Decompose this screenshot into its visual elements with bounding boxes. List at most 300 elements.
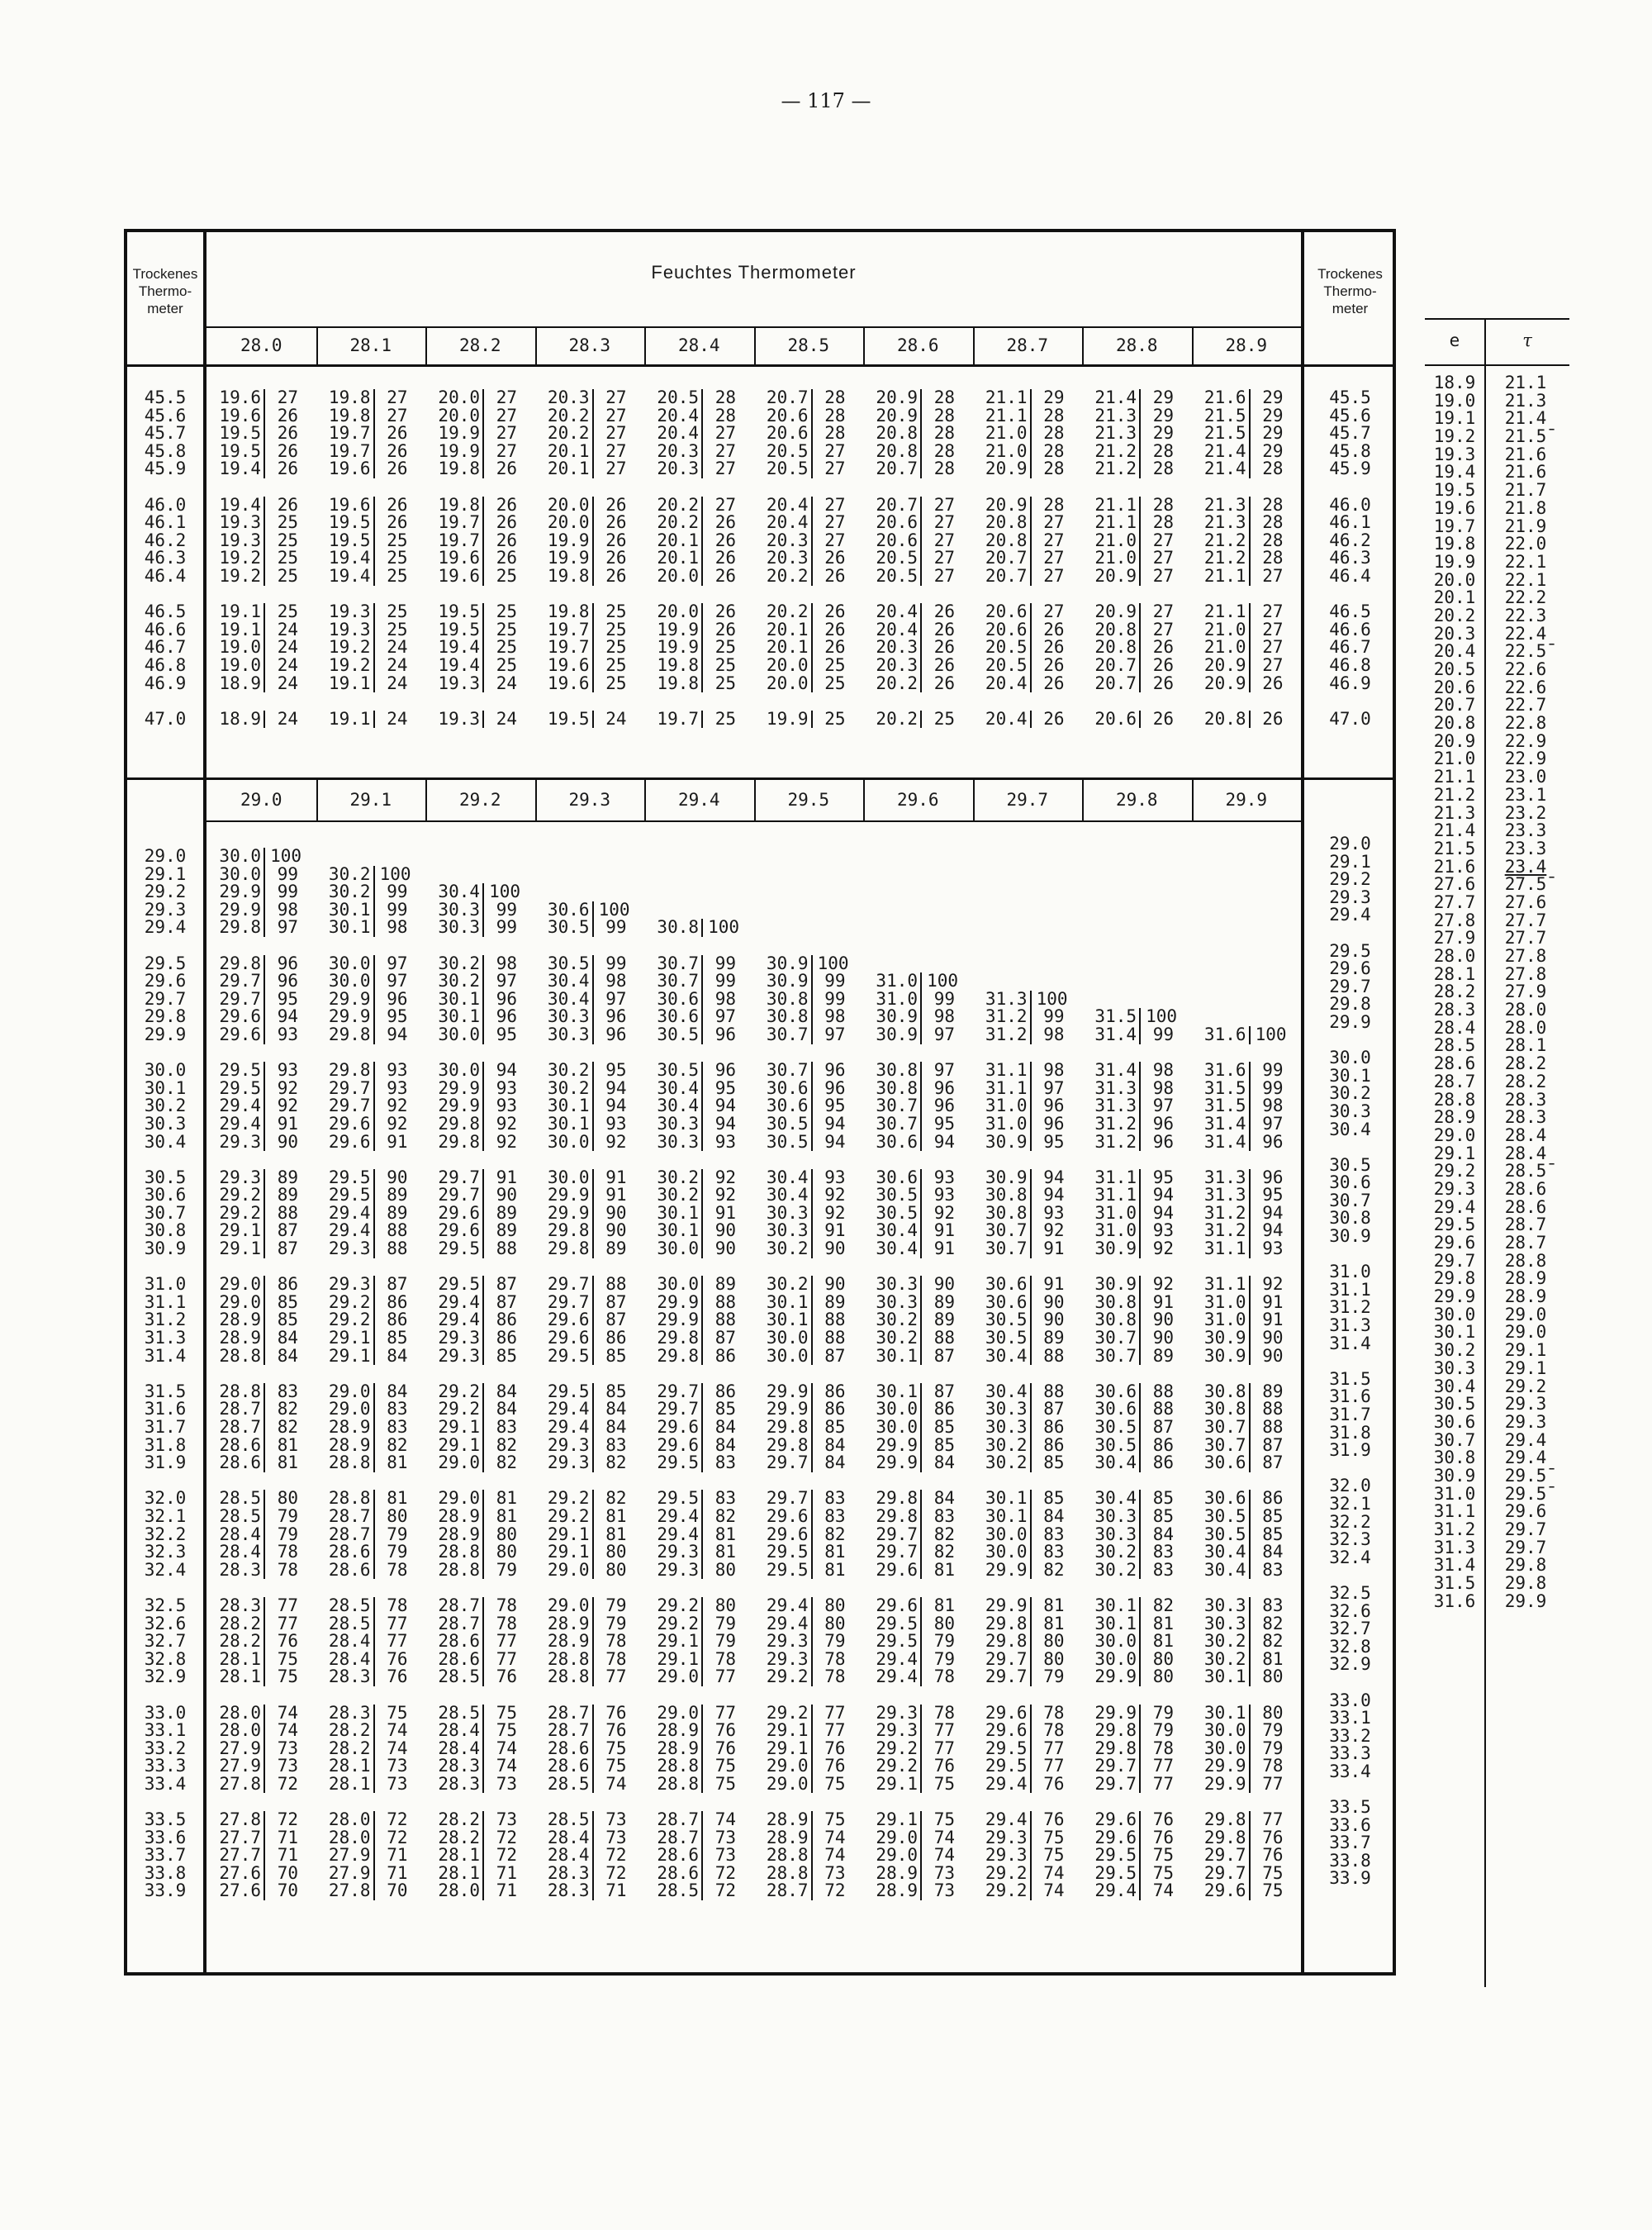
humidity-value: 84 (714, 1434, 736, 1455)
data-cell (323, 407, 408, 426)
data-cell (761, 883, 849, 901)
data-cell (651, 1008, 739, 1026)
data-cell (323, 425, 408, 443)
humidity-value: 83 (1043, 1542, 1065, 1562)
data-cell (1089, 937, 1177, 955)
data-cell (870, 1862, 958, 1883)
data-cell (323, 1097, 411, 1115)
data-cell (651, 1722, 739, 1740)
data-cell (980, 937, 1068, 955)
data-cell (1199, 1740, 1287, 1758)
temperature-value: 30.1 (870, 1383, 922, 1401)
temperature-value: 29.9 (542, 1186, 594, 1205)
data-cell (870, 1686, 958, 1705)
humidity-value: 27 (605, 440, 627, 461)
data-cell (213, 1722, 301, 1740)
temperature-value: 29.7 (542, 1276, 594, 1294)
temperature-value: 30.3 (651, 1134, 703, 1152)
data-cell (1089, 1490, 1177, 1508)
data-cell (323, 1115, 411, 1134)
humidity-value: 89 (387, 1202, 408, 1223)
temperature-value: 28.9 (213, 1329, 265, 1348)
temperature-value: 30.3 (980, 1400, 1032, 1419)
temperature-value: 31.0 (1199, 1294, 1251, 1312)
temperature-value: 20.5 (870, 568, 922, 586)
side-row (1425, 1055, 1569, 1073)
data-cell (1089, 1793, 1177, 1811)
temperature-value: 19.3 (323, 603, 375, 621)
humidity-value: 75 (1262, 1862, 1284, 1883)
data-cell (213, 1472, 301, 1491)
humidity-value: 26 (1043, 673, 1065, 693)
temperature-value: 30.2 (1199, 1651, 1251, 1669)
data-cell (870, 1773, 958, 1794)
humidity-value: 91 (824, 1220, 846, 1241)
data-cell (1199, 1615, 1287, 1633)
data-cell (1199, 1597, 1287, 1615)
humidity-value: 27 (1043, 512, 1065, 533)
temperature-value: 30.9 (1199, 1329, 1251, 1348)
data-cell (1199, 425, 1284, 443)
temperature-value: 28.7 (323, 1508, 375, 1526)
humidity-value: 80 (824, 1613, 846, 1633)
data-cell (651, 1543, 739, 1562)
temperature-value: 28.0 (323, 1829, 375, 1847)
data-cell (651, 848, 739, 866)
data-cell (651, 1454, 739, 1472)
humidity-value: 72 (387, 1827, 408, 1847)
humidity-value: 99 (1262, 1060, 1284, 1081)
data-cell (542, 654, 627, 675)
humidity-value: 77 (714, 1667, 736, 1687)
data-cell (213, 901, 301, 920)
humidity-value: 99 (277, 863, 298, 884)
temperature-value: 29.3 (323, 1276, 375, 1294)
temperature-value: 30.1 (323, 901, 375, 920)
temperature-value: 27.8 (213, 1811, 265, 1829)
humidity-value: 25 (496, 637, 517, 658)
data-cell (542, 1597, 630, 1615)
data-cell (432, 1757, 520, 1776)
side-tau-value: 29.7 (1504, 1519, 1547, 1539)
humidity-value: 78 (1043, 1720, 1065, 1741)
humidity-value: 27 (824, 530, 846, 550)
humidity-value: 80 (1043, 1631, 1065, 1652)
data-cell (870, 1615, 958, 1633)
humidity-value: 74 (605, 1773, 627, 1794)
top-col-header: 28.3 (568, 335, 611, 355)
data-cell (432, 1702, 520, 1723)
data-cell (980, 1222, 1068, 1240)
data-cell (870, 972, 958, 991)
humidity-value: 96 (277, 971, 298, 991)
data-cell (980, 1383, 1068, 1401)
data-cell (323, 919, 411, 937)
humidity-value: 77 (1262, 1773, 1284, 1794)
data-cell (980, 603, 1065, 621)
temperature-value: 31.4 (1199, 1115, 1251, 1134)
data-cell (432, 1276, 520, 1294)
temperature-value: 29.2 (432, 1400, 484, 1419)
temperature-value: 30.1 (432, 1008, 484, 1026)
data-cell (542, 708, 627, 729)
data-cell (870, 407, 955, 426)
temperature-value: 30.1 (1089, 1597, 1141, 1615)
side-e-value: 30.3 (1433, 1357, 1476, 1378)
humidity-value: 89 (1152, 1345, 1174, 1366)
data-cell (432, 603, 517, 621)
humidity-value: 98 (714, 988, 736, 1009)
data-cell (1199, 1222, 1287, 1240)
data-cell (651, 1044, 739, 1063)
data-cell (1199, 389, 1284, 407)
temperature-value: 30.4 (761, 1169, 813, 1187)
temperature-value: 30.4 (542, 991, 594, 1009)
data-cell (542, 425, 627, 443)
humidity-value: 81 (1262, 1648, 1284, 1669)
side-e-value: 30.2 (1433, 1340, 1476, 1361)
data-cell (980, 1276, 1068, 1294)
data-cell (761, 1543, 849, 1562)
humidity-value: 29 (1152, 405, 1174, 426)
data-cell (761, 389, 846, 407)
humidity-value: 27 (387, 405, 408, 426)
temperature-value: 29.7 (1199, 1847, 1251, 1865)
temperature-value: 29.4 (323, 1205, 375, 1223)
temperature-value: 29.3 (542, 1437, 594, 1455)
data-cell (870, 1543, 958, 1562)
data-cell (870, 1811, 958, 1829)
data-cell (980, 1365, 1068, 1383)
temperature-value: 30.9 (761, 972, 813, 991)
temperature-value: 30.1 (651, 1222, 703, 1240)
side-tau-value: 22.9 (1504, 749, 1547, 769)
humidity-value: 87 (1152, 1417, 1174, 1437)
temperature-value: 20.5 (980, 657, 1032, 675)
data-cell (542, 1862, 630, 1883)
humidity-value: 26 (496, 548, 517, 568)
side-tau-value: 27.8 (1504, 946, 1547, 966)
temperature-value: 31.0 (1089, 1205, 1141, 1223)
side-e-value: 20.1 (1433, 587, 1476, 608)
data-cell (651, 1186, 739, 1205)
side-row (1425, 1234, 1569, 1253)
temperature-value: 19.3 (213, 532, 265, 550)
side-tau-value: 29.1 (1504, 1340, 1547, 1361)
humidity-value: 27 (605, 423, 627, 444)
side-tau-value: 28.4 (1504, 1143, 1547, 1163)
left-divider (203, 232, 206, 1972)
temperature-value: 29.5 (542, 1383, 594, 1401)
temperature-value: 30.6 (870, 1134, 922, 1152)
humidity-value: 26 (496, 459, 517, 479)
humidity-value: 93 (1043, 1202, 1065, 1223)
humidity-value: 75 (277, 1667, 298, 1687)
temperature-value: 21.3 (1199, 497, 1251, 515)
data-cell (651, 883, 739, 901)
humidity-value: 83 (714, 1453, 736, 1473)
data-cell (323, 494, 408, 515)
temperature-value: 29.0 (542, 1597, 594, 1615)
humidity-value: 79 (1152, 1702, 1174, 1723)
side-row (1425, 497, 1569, 518)
data-cell (213, 478, 298, 497)
temperature-value: 28.3 (323, 1705, 375, 1723)
humidity-value: 74 (277, 1720, 298, 1741)
temperature-value: 28.6 (651, 1865, 703, 1883)
humidity-value: 92 (496, 1131, 517, 1152)
side-e-value: 29.2 (1433, 1161, 1476, 1182)
temperature-value: 29.0 (542, 1562, 594, 1580)
data-cell (1089, 692, 1174, 711)
temperature-value: 29.1 (761, 1722, 813, 1740)
temperature-value: 29.3 (432, 1329, 484, 1348)
humidity-value: 96 (605, 1006, 627, 1027)
temperature-value: 29.7 (542, 1294, 594, 1312)
humidity-value: 84 (387, 1381, 408, 1401)
data-cell (432, 848, 520, 866)
data-cell (1089, 883, 1177, 901)
humidity-value: 86 (387, 1291, 408, 1312)
humidity-value: 90 (1152, 1310, 1174, 1330)
data-cell (1089, 1811, 1177, 1829)
temperature-value: 29.4 (542, 1400, 594, 1419)
data-cell (980, 901, 1068, 920)
data-cell (870, 565, 955, 586)
data-cell (1089, 1240, 1177, 1258)
data-cell (980, 1131, 1068, 1152)
data-cell (323, 937, 411, 955)
humidity-value: 25 (277, 530, 298, 550)
data-cell (542, 1026, 630, 1044)
temperature-value: 30.2 (542, 1062, 594, 1080)
temperature-value: 29.6 (542, 1311, 594, 1329)
temperature-value: 20.7 (980, 568, 1032, 586)
temperature-value: 28.9 (761, 1829, 813, 1847)
data-cell (870, 1434, 958, 1455)
temperature-value: 20.7 (980, 549, 1032, 568)
temperature-value: 19.8 (651, 657, 703, 675)
temperature-value: 29.9 (1199, 1776, 1251, 1794)
humidity-value: 100 (927, 971, 958, 991)
humidity-value: 71 (277, 1827, 298, 1847)
side-row (1425, 1270, 1569, 1288)
humidity-value: 82 (277, 1399, 298, 1419)
data-cell (432, 586, 517, 604)
side-tau-value: 28.7 (1504, 1215, 1547, 1235)
humidity-value: 97 (714, 1006, 736, 1027)
temperature-value: 29.1 (432, 1437, 484, 1455)
humidity-value: 92 (714, 1185, 736, 1205)
humidity-value: 99 (387, 882, 408, 902)
side-tau-value: 28.0 (1504, 1000, 1547, 1020)
temperature-value: 30.5 (870, 1186, 922, 1205)
humidity-value: 96 (1043, 1096, 1065, 1116)
temperature-value: 21.3 (1089, 407, 1141, 426)
humidity-value: 88 (714, 1310, 736, 1330)
side-row (1425, 948, 1569, 966)
data-cell (1089, 1202, 1177, 1223)
data-cell (980, 639, 1065, 657)
data-cell (213, 1633, 301, 1651)
temperature-value: 29.9 (432, 1097, 484, 1115)
humidity-value: 77 (387, 1631, 408, 1652)
data-cell (651, 549, 736, 568)
humidity-value: 82 (496, 1453, 517, 1473)
temperature-value: 29.9 (1199, 1757, 1251, 1776)
data-cell (651, 1668, 739, 1686)
data-cell (323, 565, 408, 586)
data-cell (213, 1008, 301, 1026)
data-cell (651, 1419, 739, 1437)
data-cell (651, 1240, 739, 1258)
temperature-value: 28.7 (432, 1597, 484, 1615)
data-cell (980, 1151, 1068, 1169)
data-cell (1199, 549, 1284, 568)
temperature-value: 29.6 (761, 1526, 813, 1544)
temperature-value: 29.7 (980, 1668, 1032, 1686)
humidity-value: 77 (496, 1648, 517, 1669)
temperature-value: 29.7 (651, 1400, 703, 1419)
humidity-value: 97 (387, 971, 408, 991)
temperature-value: 29.8 (651, 1348, 703, 1366)
humidity-value: 86 (1043, 1434, 1065, 1455)
data-cell (651, 1222, 739, 1240)
humidity-value: 26 (714, 548, 736, 568)
humidity-value: 28 (1152, 494, 1174, 515)
temperature-value: 20.9 (870, 389, 922, 407)
data-cell (651, 675, 736, 693)
humidity-value: 83 (1152, 1559, 1174, 1580)
data-cell (1199, 514, 1284, 532)
temperature-value: 19.7 (651, 711, 703, 729)
temperature-value: 20.8 (1089, 639, 1141, 657)
data-cell (1199, 621, 1284, 640)
humidity-value: 27 (824, 494, 846, 515)
data-cell (761, 407, 846, 426)
temperature-value: 28.8 (542, 1651, 594, 1669)
side-header-rule (1425, 364, 1569, 366)
temperature-value: 28.1 (323, 1757, 375, 1776)
temperature-value: 30.5 (651, 1026, 703, 1044)
temperature-value: 28.0 (213, 1705, 265, 1723)
humidity-value: 93 (277, 1060, 298, 1081)
data-cell (213, 1169, 301, 1187)
temperature-value: 20.2 (761, 603, 813, 621)
side-e-value: 28.4 (1433, 1017, 1476, 1038)
temperature-value: 30.2 (980, 1437, 1032, 1455)
humidity-value: 77 (933, 1720, 955, 1741)
data-cell (870, 639, 955, 657)
top-col-header: 28.5 (787, 335, 830, 355)
humidity-value: 80 (496, 1524, 517, 1544)
humidity-value: 74 (933, 1845, 955, 1866)
temperature-value: 29.8 (870, 1490, 922, 1508)
humidity-value: 76 (387, 1667, 408, 1687)
temperature-value: 19.6 (213, 389, 265, 407)
temperature-value: 29.4 (323, 1222, 375, 1240)
humidity-value: 96 (1152, 1113, 1174, 1134)
humidity-value: 84 (1043, 1505, 1065, 1526)
data-cell (542, 1668, 630, 1686)
temperature-value: 30.7 (761, 1026, 813, 1044)
temperature-value: 19.5 (432, 603, 484, 621)
temperature-value: 29.6 (213, 1026, 265, 1044)
data-cell (542, 1559, 630, 1580)
temperature-value: 30.3 (870, 1294, 922, 1312)
humidity-value: 83 (824, 1505, 846, 1526)
temperature-value: 20.6 (870, 514, 922, 532)
side-tau-value: 27.7 (1504, 910, 1547, 930)
temperature-value: 30.7 (1199, 1437, 1251, 1455)
header-left-line: Trockenes (132, 266, 198, 282)
humidity-value: 86 (714, 1381, 736, 1401)
data-cell (870, 1131, 958, 1152)
humidity-value: 86 (1152, 1434, 1174, 1455)
data-cell (432, 425, 517, 443)
temperature-value: 20.2 (651, 497, 703, 515)
humidity-value: 28 (824, 423, 846, 444)
temperature-value: 28.9 (761, 1811, 813, 1829)
data-cell (432, 1686, 520, 1705)
humidity-value: 27 (933, 548, 955, 568)
humidity-value: 90 (1262, 1345, 1284, 1366)
humidity-value: 95 (933, 1113, 955, 1134)
temperature-value: 29.0 (432, 1454, 484, 1472)
humidity-value: 72 (714, 1862, 736, 1883)
temperature-value: 29.7 (432, 1169, 484, 1187)
humidity-value: 86 (605, 1328, 627, 1348)
data-cell (542, 1543, 630, 1562)
data-cell (542, 988, 630, 1009)
humidity-value: 99 (714, 971, 736, 991)
temperature-value: 28.8 (213, 1383, 265, 1401)
humidity-value: 79 (933, 1648, 955, 1669)
side-e-value: 28.9 (1433, 1107, 1476, 1128)
temperature-value: 20.3 (651, 460, 703, 478)
temperature-value: 28.5 (432, 1705, 484, 1723)
data-cell (1089, 1131, 1177, 1152)
humidity-value: 26 (714, 619, 736, 640)
data-cell (432, 1258, 520, 1277)
data-cell (651, 1400, 739, 1419)
humidity-value: 25 (277, 512, 298, 533)
temperature-value: 30.0 (761, 1329, 813, 1348)
data-cell (432, 692, 517, 711)
data-cell (213, 1668, 301, 1686)
humidity-value: 93 (387, 1077, 408, 1098)
humidity-value: 95 (605, 1060, 627, 1081)
temperature-value: 30.0 (761, 1348, 813, 1366)
data-cell (1089, 1115, 1177, 1134)
temperature-value: 29.8 (542, 1240, 594, 1258)
side-e-value: 21.4 (1433, 820, 1476, 841)
data-cell (432, 654, 517, 675)
data-cell (542, 1222, 630, 1240)
humidity-value: 94 (1152, 1202, 1174, 1223)
data-cell (761, 1597, 849, 1615)
side-e-value: 29.9 (1433, 1286, 1476, 1307)
temperature-value: 20.8 (1089, 621, 1141, 640)
data-cell (761, 919, 849, 937)
side-e-value: 31.1 (1433, 1501, 1476, 1522)
humidity-value: 88 (1043, 1345, 1065, 1366)
data-cell (432, 1615, 520, 1633)
humidity-value: 79 (933, 1631, 955, 1652)
data-cell (542, 586, 627, 604)
data-cell (651, 565, 736, 586)
humidity-value: 85 (824, 1417, 846, 1437)
